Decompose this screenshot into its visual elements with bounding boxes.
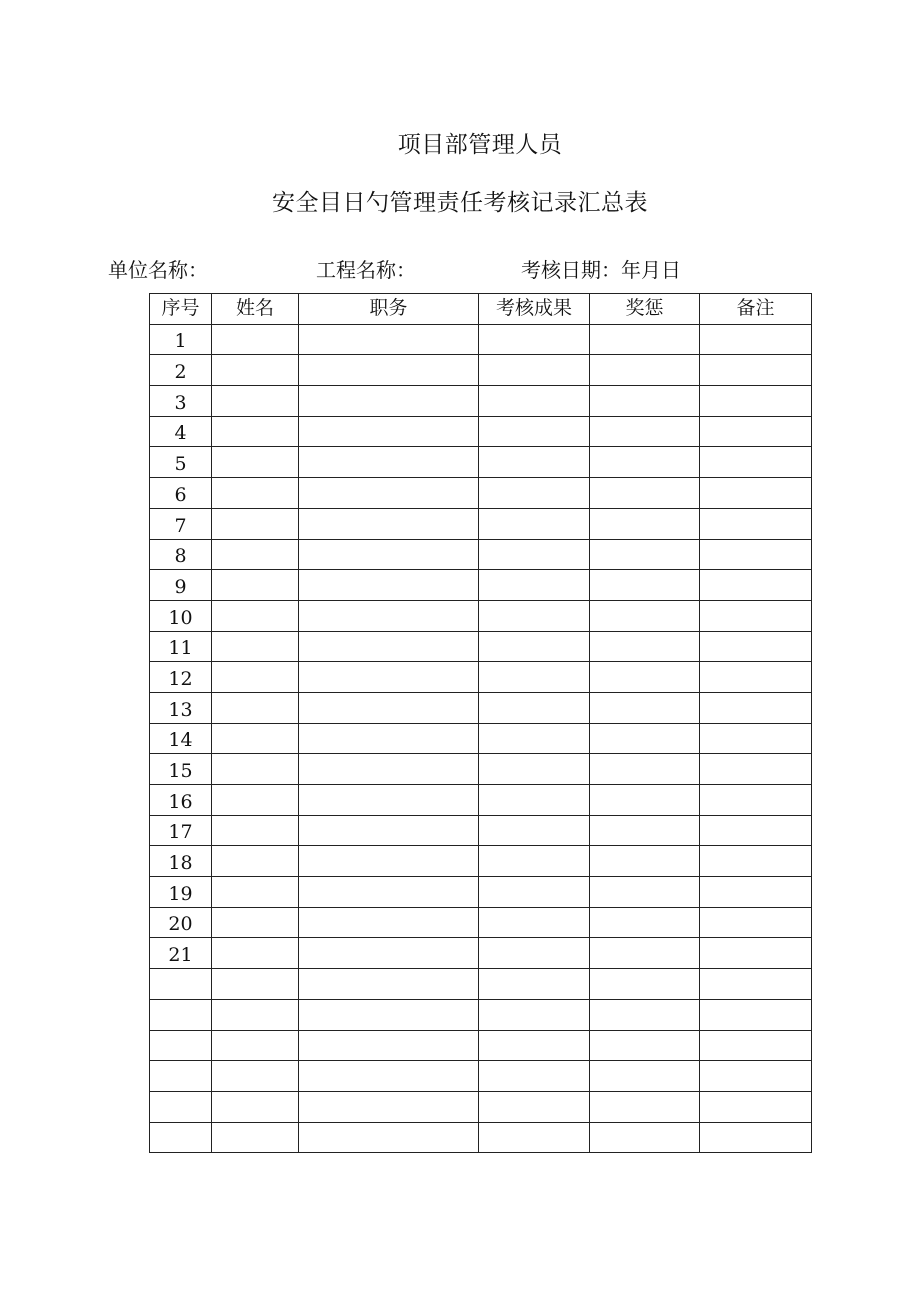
- cell-index: 18: [150, 846, 212, 877]
- cell-index: [150, 999, 212, 1030]
- cell-position: [299, 877, 479, 908]
- cell-reward-penalty: [590, 631, 700, 662]
- table-row: [150, 570, 812, 601]
- table-header-row: [150, 294, 812, 325]
- cell-remarks: [700, 1030, 812, 1061]
- cell-position: [299, 478, 479, 509]
- cell-position: [299, 386, 479, 417]
- table-row: [150, 1122, 812, 1153]
- cell-remarks: [700, 692, 812, 723]
- cell-name: [212, 846, 299, 877]
- cell-result: [479, 1091, 590, 1122]
- cell-index: [150, 1030, 212, 1061]
- table-row: [150, 1030, 812, 1061]
- cell-index: 4: [150, 416, 212, 447]
- cell-remarks: [700, 723, 812, 754]
- cell-remarks: [700, 907, 812, 938]
- cell-reward-penalty: [590, 324, 700, 355]
- cell-result: [479, 508, 590, 539]
- cell-position: [299, 907, 479, 938]
- cell-result: [479, 907, 590, 938]
- cell-remarks: [700, 877, 812, 908]
- cell-index: 12: [150, 662, 212, 693]
- cell-name: [212, 754, 299, 785]
- cell-name: [212, 999, 299, 1030]
- cell-result: [479, 723, 590, 754]
- cell-result: [479, 355, 590, 386]
- cell-name: [212, 478, 299, 509]
- table-row: [150, 815, 812, 846]
- cell-reward-penalty: [590, 355, 700, 386]
- cell-index: 19: [150, 877, 212, 908]
- cell-position: [299, 447, 479, 478]
- cell-remarks: [700, 539, 812, 570]
- cell-position: [299, 1061, 479, 1092]
- cell-position: [299, 999, 479, 1030]
- table-row: [150, 1091, 812, 1122]
- cell-name: [212, 662, 299, 693]
- cell-position: [299, 723, 479, 754]
- cell-reward-penalty: [590, 508, 700, 539]
- cell-remarks: [700, 324, 812, 355]
- cell-reward-penalty: [590, 570, 700, 601]
- cell-result: [479, 416, 590, 447]
- table-row: [150, 877, 812, 908]
- cell-position: [299, 785, 479, 816]
- table-row: [150, 938, 812, 969]
- table-row: [150, 692, 812, 723]
- cell-index: 11: [150, 631, 212, 662]
- cell-name: [212, 692, 299, 723]
- cell-result: [479, 1061, 590, 1092]
- cell-index: [150, 1091, 212, 1122]
- cell-remarks: [700, 846, 812, 877]
- cell-remarks: [700, 1091, 812, 1122]
- cell-index: [150, 1122, 212, 1153]
- cell-remarks: [700, 478, 812, 509]
- cell-result: [479, 324, 590, 355]
- cell-result: [479, 539, 590, 570]
- table-row: [150, 539, 812, 570]
- cell-result: [479, 938, 590, 969]
- table-row: [150, 754, 812, 785]
- cell-index: 20: [150, 907, 212, 938]
- table-row: [150, 999, 812, 1030]
- cell-index: 15: [150, 754, 212, 785]
- cell-position: [299, 1091, 479, 1122]
- cell-index: [150, 1061, 212, 1092]
- cell-name: [212, 1091, 299, 1122]
- cell-result: [479, 478, 590, 509]
- cell-name: [212, 539, 299, 570]
- header-remarks: 备注: [700, 294, 812, 325]
- cell-position: [299, 600, 479, 631]
- cell-result: [479, 815, 590, 846]
- cell-remarks: [700, 785, 812, 816]
- cell-index: 9: [150, 570, 212, 601]
- table-row: [150, 447, 812, 478]
- cell-result: [479, 631, 590, 662]
- cell-name: [212, 600, 299, 631]
- cell-remarks: [700, 631, 812, 662]
- cell-position: [299, 355, 479, 386]
- cell-result: [479, 570, 590, 601]
- cell-reward-penalty: [590, 1122, 700, 1153]
- cell-index: 16: [150, 785, 212, 816]
- cell-result: [479, 999, 590, 1030]
- cell-remarks: [700, 447, 812, 478]
- cell-name: [212, 815, 299, 846]
- cell-reward-penalty: [590, 1091, 700, 1122]
- table-row: [150, 478, 812, 509]
- table-row: [150, 907, 812, 938]
- cell-remarks: [700, 1122, 812, 1153]
- header-position: 职务: [299, 294, 479, 325]
- cell-reward-penalty: [590, 999, 700, 1030]
- cell-reward-penalty: [590, 815, 700, 846]
- cell-reward-penalty: [590, 723, 700, 754]
- cell-position: [299, 1122, 479, 1153]
- cell-index: 7: [150, 508, 212, 539]
- cell-name: [212, 508, 299, 539]
- cell-reward-penalty: [590, 1030, 700, 1061]
- cell-position: [299, 692, 479, 723]
- cell-name: [212, 877, 299, 908]
- cell-remarks: [700, 508, 812, 539]
- cell-index: 10: [150, 600, 212, 631]
- cell-position: [299, 539, 479, 570]
- table-row: [150, 355, 812, 386]
- cell-reward-penalty: [590, 785, 700, 816]
- assessment-date-label: 考核日期：年月日: [521, 258, 681, 282]
- cell-remarks: [700, 815, 812, 846]
- header-reward-penalty: 奖惩: [590, 294, 700, 325]
- cell-reward-penalty: [590, 478, 700, 509]
- cell-position: [299, 1030, 479, 1061]
- cell-remarks: [700, 570, 812, 601]
- table-row: [150, 416, 812, 447]
- cell-result: [479, 754, 590, 785]
- cell-name: [212, 723, 299, 754]
- table-row: [150, 662, 812, 693]
- cell-result: [479, 969, 590, 1000]
- table-row: [150, 969, 812, 1000]
- cell-result: [479, 600, 590, 631]
- unit-name-label: 单位名称：: [108, 258, 208, 282]
- cell-index: 1: [150, 324, 212, 355]
- cell-result: [479, 785, 590, 816]
- cell-position: [299, 631, 479, 662]
- cell-remarks: [700, 355, 812, 386]
- cell-position: [299, 754, 479, 785]
- cell-name: [212, 785, 299, 816]
- cell-position: [299, 570, 479, 601]
- cell-name: [212, 386, 299, 417]
- cell-result: [479, 1030, 590, 1061]
- cell-name: [212, 969, 299, 1000]
- cell-result: [479, 877, 590, 908]
- cell-reward-penalty: [590, 907, 700, 938]
- cell-index: 5: [150, 447, 212, 478]
- cell-name: [212, 907, 299, 938]
- cell-position: [299, 969, 479, 1000]
- cell-result: [479, 447, 590, 478]
- table-row: [150, 1061, 812, 1092]
- cell-remarks: [700, 999, 812, 1030]
- cell-remarks: [700, 1061, 812, 1092]
- cell-remarks: [700, 416, 812, 447]
- table-row: [150, 600, 812, 631]
- table-row: [150, 386, 812, 417]
- cell-position: [299, 846, 479, 877]
- cell-remarks: [700, 969, 812, 1000]
- cell-position: [299, 938, 479, 969]
- cell-reward-penalty: [590, 416, 700, 447]
- cell-result: [479, 662, 590, 693]
- cell-index: 8: [150, 539, 212, 570]
- cell-name: [212, 324, 299, 355]
- cell-name: [212, 631, 299, 662]
- table-row: [150, 846, 812, 877]
- document-title-line1: 项目部管理人员: [397, 132, 563, 158]
- document-title-line2: 安全目日勺管理责任考核记录汇总表: [272, 190, 648, 216]
- table-row: [150, 785, 812, 816]
- cell-name: [212, 447, 299, 478]
- cell-index: 17: [150, 815, 212, 846]
- cell-reward-penalty: [590, 1061, 700, 1092]
- header-index: 序号: [150, 294, 212, 325]
- cell-name: [212, 1061, 299, 1092]
- cell-index: [150, 969, 212, 1000]
- cell-reward-penalty: [590, 877, 700, 908]
- table-row: [150, 324, 812, 355]
- cell-reward-penalty: [590, 600, 700, 631]
- cell-name: [212, 570, 299, 601]
- cell-reward-penalty: [590, 846, 700, 877]
- project-name-label: 工程名称：: [316, 258, 416, 282]
- cell-remarks: [700, 754, 812, 785]
- cell-remarks: [700, 386, 812, 417]
- cell-result: [479, 386, 590, 417]
- cell-position: [299, 324, 479, 355]
- cell-reward-penalty: [590, 662, 700, 693]
- cell-remarks: [700, 938, 812, 969]
- cell-result: [479, 1122, 590, 1153]
- cell-index: 2: [150, 355, 212, 386]
- table-row: [150, 631, 812, 662]
- cell-index: 14: [150, 723, 212, 754]
- cell-name: [212, 355, 299, 386]
- cell-position: [299, 508, 479, 539]
- cell-index: 13: [150, 692, 212, 723]
- table-body: [150, 324, 812, 1153]
- cell-name: [212, 938, 299, 969]
- cell-reward-penalty: [590, 938, 700, 969]
- cell-remarks: [700, 600, 812, 631]
- assessment-summary-table: [149, 293, 812, 1153]
- cell-result: [479, 846, 590, 877]
- cell-index: 3: [150, 386, 212, 417]
- cell-reward-penalty: [590, 969, 700, 1000]
- cell-name: [212, 416, 299, 447]
- cell-reward-penalty: [590, 386, 700, 417]
- cell-reward-penalty: [590, 754, 700, 785]
- header-result: 考核成果: [479, 294, 590, 325]
- cell-name: [212, 1122, 299, 1153]
- table-row: [150, 508, 812, 539]
- cell-index: 21: [150, 938, 212, 969]
- cell-name: [212, 1030, 299, 1061]
- cell-reward-penalty: [590, 539, 700, 570]
- cell-result: [479, 692, 590, 723]
- cell-position: [299, 815, 479, 846]
- cell-reward-penalty: [590, 447, 700, 478]
- cell-reward-penalty: [590, 692, 700, 723]
- cell-remarks: [700, 662, 812, 693]
- cell-position: [299, 416, 479, 447]
- header-name: 姓名: [212, 294, 299, 325]
- cell-position: [299, 662, 479, 693]
- cell-index: 6: [150, 478, 212, 509]
- table-row: [150, 723, 812, 754]
